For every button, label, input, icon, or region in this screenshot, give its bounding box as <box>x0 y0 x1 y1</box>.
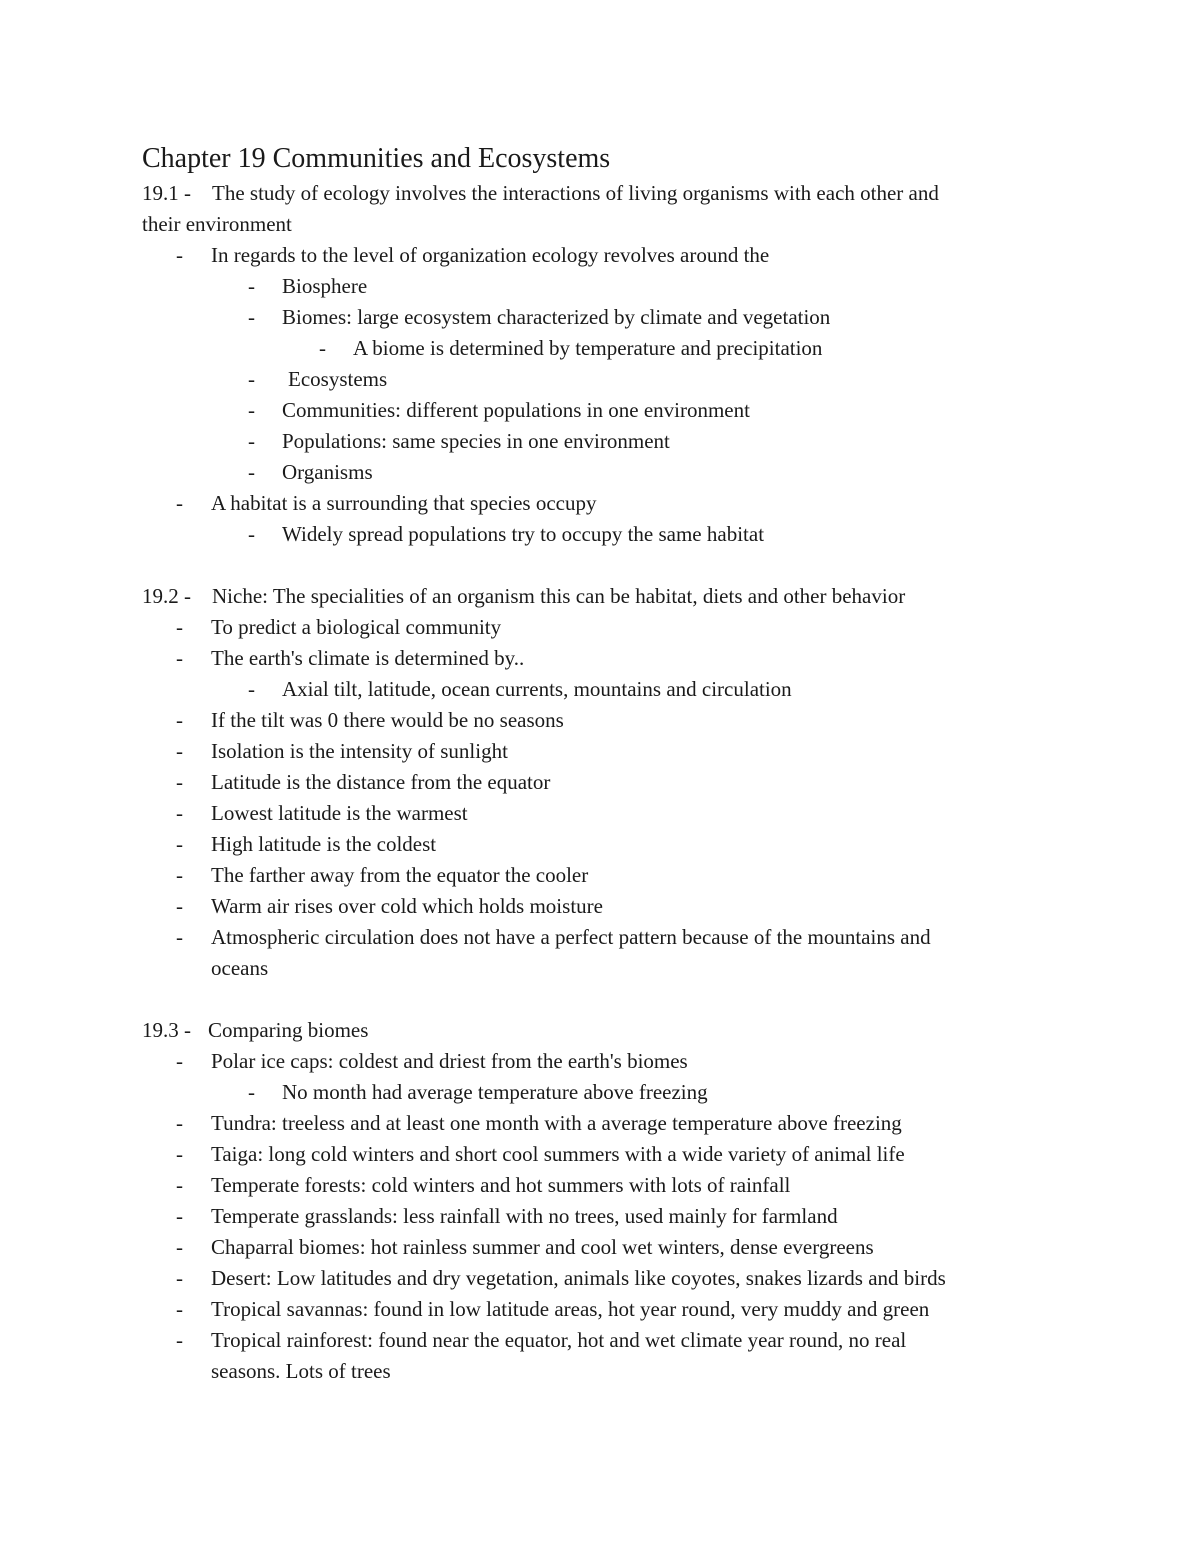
bullet-dash: - <box>176 1204 183 1228</box>
list-item <box>142 860 1062 891</box>
list-item <box>142 705 1062 736</box>
section-19-2-heading <box>142 581 1062 612</box>
list-item <box>142 364 1062 395</box>
section-intro: Comparing biomes <box>208 1018 369 1042</box>
section-19-1-heading <box>142 178 1062 209</box>
list-item <box>142 1201 1062 1232</box>
list-item <box>142 798 1062 829</box>
list-item-text: oceans <box>211 956 269 980</box>
section-number: 19.2 - <box>142 584 191 608</box>
bullet-dash: - <box>176 863 183 887</box>
list-item-text: The earth's climate is determined by.. <box>211 646 525 670</box>
list-item-text: Communities: different populations in one environment <box>282 398 750 422</box>
list-item <box>142 1139 1062 1170</box>
list-item <box>142 829 1062 860</box>
bullet-dash: - <box>176 770 183 794</box>
bullet-dash: - <box>176 739 183 763</box>
list-item <box>142 426 1062 457</box>
list-item <box>142 1294 1062 1325</box>
list-item-text: A biome is determined by temperature and precipitation <box>353 336 823 360</box>
bullet-dash: - <box>248 305 255 329</box>
list-item-text: Ecosystems <box>288 367 388 391</box>
bullet-dash: - <box>176 1173 183 1197</box>
list-item-text: Populations: same species in one environment <box>282 429 670 453</box>
bullet-dash: - <box>176 708 183 732</box>
list-item-text: Widely spread populations try to occupy the same habitat <box>282 522 765 546</box>
section-intro-text: their environment <box>142 212 292 236</box>
list-item-text: Organisms <box>282 460 373 484</box>
bullet-dash: - <box>176 894 183 918</box>
section-intro: The study of ecology involves the interactions of living organisms with each other and <box>212 181 939 205</box>
bullet-dash: - <box>319 336 326 360</box>
list-item <box>142 1077 1062 1108</box>
section-spacer <box>142 550 1062 581</box>
list-item <box>142 240 1062 271</box>
bullet-dash: - <box>176 1111 183 1135</box>
list-item <box>142 1325 1062 1356</box>
list-item-text: Desert: Low latitudes and dry vegetation, animals like coyotes, snakes lizards and birds <box>211 1266 946 1290</box>
section-19-3-heading <box>142 1015 1062 1046</box>
list-item <box>142 643 1062 674</box>
section-number: 19.1 - <box>142 181 191 205</box>
bullet-dash: - <box>176 925 183 949</box>
list-item <box>142 612 1062 643</box>
list-item <box>142 1170 1062 1201</box>
list-item <box>142 767 1062 798</box>
list-item <box>142 271 1062 302</box>
list-item <box>142 1046 1062 1077</box>
list-item <box>142 395 1062 426</box>
list-item-text: Axial tilt, latitude, ocean currents, mountains and circulation <box>282 677 792 701</box>
list-item <box>142 519 1062 550</box>
list-item-text: Biosphere <box>282 274 368 298</box>
bullet-dash: - <box>176 1328 183 1352</box>
list-item-text: Biomes: large ecosystem characterized by climate and vegetation <box>282 305 831 329</box>
list-item <box>142 1263 1062 1294</box>
list-item <box>142 488 1062 519</box>
section-spacer <box>142 984 1062 1015</box>
list-item-text: Chaparral biomes: hot rainless summer and cool wet winters, dense evergreens <box>211 1235 874 1259</box>
list-item <box>142 333 1062 364</box>
list-item-text: Latitude is the distance from the equator <box>211 770 551 794</box>
list-item <box>142 674 1062 705</box>
list-item-text: To predict a biological community <box>211 615 502 639</box>
bullet-dash: - <box>248 398 255 422</box>
bullet-dash: - <box>176 1297 183 1321</box>
notes-body <box>142 178 1062 1387</box>
list-item-text: High latitude is the coldest <box>211 832 437 856</box>
bullet-dash: - <box>248 677 255 701</box>
list-item-text: A habitat is a surrounding that species occupy <box>211 491 597 515</box>
bullet-dash: - <box>176 615 183 639</box>
bullet-dash: - <box>176 832 183 856</box>
bullet-dash: - <box>176 646 183 670</box>
list-item-text: Temperate grasslands: less rainfall with no trees, used mainly for farmland <box>211 1204 838 1228</box>
list-item-text: Tropical savannas: found in low latitude areas, hot year round, very muddy and green <box>211 1297 930 1321</box>
bullet-dash: - <box>248 522 255 546</box>
bullet-dash: - <box>176 491 183 515</box>
list-item-text: Tundra: treeless and at least one month with a average temperature above freezing <box>211 1111 902 1135</box>
bullet-dash: - <box>176 801 183 825</box>
list-item <box>142 891 1062 922</box>
bullet-dash: - <box>176 1235 183 1259</box>
bullet-dash: - <box>176 1266 183 1290</box>
list-item-text: seasons. Lots of trees <box>211 1359 391 1383</box>
list-item <box>142 736 1062 767</box>
list-item <box>142 302 1062 333</box>
list-item-continued <box>142 1356 1062 1387</box>
list-item-text: Warm air rises over cold which holds moisture <box>211 894 603 918</box>
bullet-dash: - <box>248 1080 255 1104</box>
list-item-text: Isolation is the intensity of sunlight <box>211 739 508 763</box>
list-item-text: The farther away from the equator the cooler <box>211 863 589 887</box>
list-item <box>142 1108 1062 1139</box>
list-item-text: Atmospheric circulation does not have a perfect pattern because of the mountains and <box>211 925 931 949</box>
section-number: 19.3 - <box>142 1018 191 1042</box>
list-item <box>142 1232 1062 1263</box>
list-item-continued <box>142 953 1062 984</box>
section-intro: Niche: The specialities of an organism this can be habitat, diets and other behavior <box>212 584 906 608</box>
list-item-text: Polar ice caps: coldest and driest from the earth's biomes <box>211 1049 688 1073</box>
bullet-dash: - <box>248 460 255 484</box>
bullet-dash: - <box>176 1049 183 1073</box>
bullet-dash: - <box>248 367 255 391</box>
list-item-text: In regards to the level of organization ecology revolves around the <box>211 243 770 267</box>
bullet-dash: - <box>176 1142 183 1166</box>
list-item <box>142 922 1062 953</box>
bullet-dash: - <box>248 274 255 298</box>
bullet-dash: - <box>176 243 183 267</box>
page-title: Chapter 19 Communities and Ecosystems <box>142 143 611 174</box>
list-item-text: Lowest latitude is the warmest <box>211 801 468 825</box>
list-item-text: Tropical rainforest: found near the equator, hot and wet climate year round, no real <box>211 1328 907 1352</box>
section-intro-continued <box>142 209 1062 240</box>
list-item <box>142 457 1062 488</box>
list-item-text: If the tilt was 0 there would be no seasons <box>211 708 564 732</box>
list-item-text: No month had average temperature above freezing <box>282 1080 708 1104</box>
list-item-text: Taiga: long cold winters and short cool summers with a wide variety of animal life <box>211 1142 905 1166</box>
bullet-dash: - <box>248 429 255 453</box>
list-item-text: Temperate forests: cold winters and hot summers with lots of rainfall <box>211 1173 791 1197</box>
